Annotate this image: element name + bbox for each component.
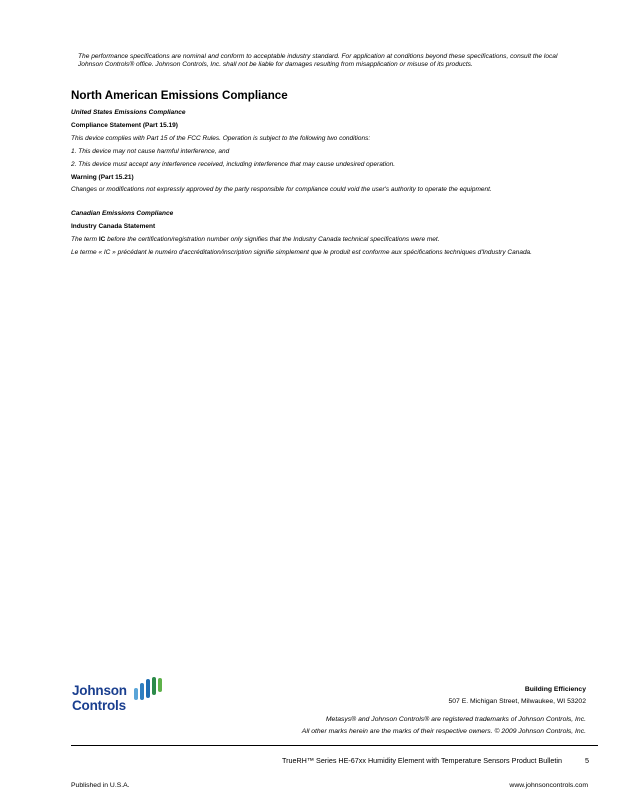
logo-line2: Controls (72, 698, 126, 713)
logo-line1: Johnson (72, 683, 127, 698)
industry-canada-label: Industry Canada Statement (71, 223, 156, 230)
canada-emissions-heading: Canadian Emissions Compliance (71, 210, 174, 217)
condition-1: 1. This device may not cause harmful interference, and (71, 148, 230, 155)
website-link[interactable]: www.johnsoncontrols.com (509, 782, 588, 789)
logo-wave-icon (128, 675, 168, 709)
ic-post: before the certification/registration number only signifies that the Industry Canada technical specifications were met. (105, 236, 440, 243)
johnson-controls-logo (72, 675, 182, 717)
trademark-line-1: Metasys® and Johnson Controls® are registered trademarks of Johnson Controls, Inc. (325, 716, 586, 723)
division-name: Building Efficiency (524, 686, 586, 693)
ic-pre: The term (71, 236, 99, 243)
section-title: North American Emissions Compliance (71, 89, 288, 102)
warning-text: Changes or modifications not expressly approved by the party responsible for compliance could void the user's authority to operate the equipment. (71, 186, 492, 193)
condition-2: 2. This device must accept any interference received, including interference that may cause undesired operation. (71, 161, 396, 168)
trademark-line-2: All other marks herein are the marks of their respective owners. © 2009 Johnson Controls, Inc. (301, 728, 586, 735)
us-emissions-heading: United States Emissions Compliance (71, 109, 186, 116)
published-in: Published in U.S.A. (71, 782, 130, 789)
performance-disclaimer: The performance specifications are nominal and conform to acceptable industry standard. For application at conditions beyond these specifications, consult the local Johnson Controls® office. Johnson Controls, Inc. shall not be liable for damages resulting from misapplication or misuse of its products. (78, 53, 558, 69)
french-statement: Le terme « IC » précédant le numéro d'accréditation/inscription signifie simplement que le produit est conforme aux spécifications techniques d'Industry Canada. (71, 249, 532, 256)
footer-divider (71, 745, 598, 746)
ic-statement (71, 236, 596, 244)
compliance-statement-label: Compliance Statement (Part 15.19) (71, 122, 178, 129)
page-number: 5 (585, 756, 589, 765)
ic-term: IC (98, 236, 106, 243)
company-address: 507 E. Michigan Street, Milwaukee, WI 53202 (448, 698, 586, 705)
compliance-statement-text: This device complies with Part 15 of the FCC Rules. Operation is subject to the following two conditions: (71, 135, 371, 142)
footer-title: TrueRH™ Series HE-67xx Humidity Element with Temperature Sensors Product Bulletin (281, 756, 562, 765)
warning-label: Warning (Part 15.21) (71, 174, 134, 181)
